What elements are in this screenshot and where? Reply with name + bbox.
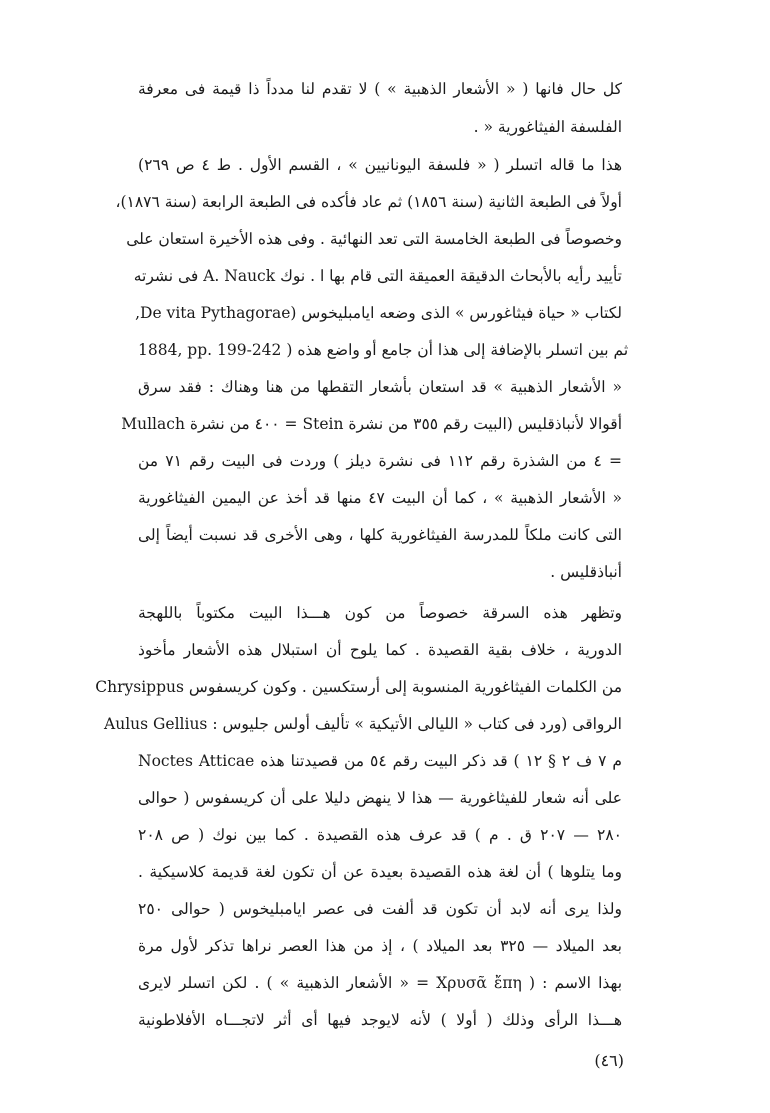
text-line: بعد الميلاد — ٣٢٥ بعد الميلاد ) ، إذ من هذا العصر نراها تذكر لأول مرة [138,937,622,955]
text-line: = ٤ من الشذرة رقم ١١٢ فى نشرة ديلز ) وردت فى البيت رقم ٧١ من [138,452,623,470]
text-line: الدورية ، خلاف بقية القصيدة . كما يلوح أن استبلال هذه الأشعار مأخوذ [138,641,622,659]
text-line: أولاً فى الطبعة الثانية (سنة ١٨٥٦) ثم عاد فأكده فى الطبعة الرابعة (سنة ١٨٧٦)، [115,193,622,211]
text-line: لكتاب « حياة فيثاغورس » الذى وضعه ايامبليخوس (De vita Pythagorae, [135,304,622,322]
text-line: تأييد رأيه بالأبحاث الدقيقة العميقة التى قام بها ا . نوك A. Nauck فى نشرته [133,267,622,285]
text-line: أنباذقليس . [550,563,622,581]
text-line: أقوالا لأنباذقليس (البيت رقم ٣٥٥ من نشرة Stein = ٤٠٠ من نشرة Mullach [121,415,622,433]
text-line: Noctes Atticae م ٧ ف ٢ § ١٢ ) قد ذكر البيت رقم ٥٤ من قصيدتنا هذه [138,752,622,770]
text-line: هـــذا الرأى وذلك ( أولا ) لأنه لايوجد فيها أى أثر لاتجـــاه الأفلاطونية [138,1011,622,1029]
text-line: « الأشعار الذهبية » قد استعان بأشعار التقطها من هنا وهناك : فقد سرق [138,378,622,396]
text-line: 1884, pp. 199-242 ) ثم بين اتسلر بالإضافة إلى هذا أن جامع أو واضع هذه [138,341,629,359]
text-line: « الأشعار الذهبية » ، كما أن البيت ٤٧ منها قد أخذ عن اليمين الفيثاغورية [138,489,622,507]
text-line: وما يتلوها ) أن لغة هذه القصيدة بعيدة عن أن تكون لغة قديمة كلاسيكية . [138,863,622,881]
text-line: وخصوصاً فى الطبعة الخامسة التى تعد النهائية . وفى هذه الأخيرة استعان على [126,230,622,248]
text-line: ٢٨٠ — ٢٠٧ ق . م ) قد عرف هذه القصيدة . كما بين نوك ( ص ٢٠٨ [138,826,622,844]
text-line: ولذا يرى أنه لابد أن تكون قد ألفت فى عصر ايامبليخوس ( حوالى ٢٥٠ [138,900,622,918]
text-line: من الكلمات الفيثاغورية المنسوبة إلى أرستكسين . وكون كريسفوس Chrysippus [95,678,622,696]
text-line: الفلسفة الفيثاغورية « . [473,118,622,136]
page-number: (٤٦) [594,1051,624,1070]
text-line: هذا ما قاله اتسلر ( « فلسفة اليونانيين » ، القسم الأول . ط ٤ ص ٢٦٩) [138,156,622,174]
text-line: بهذا الاسم : ( Χρυσᾶ ἔπη = « الأشعار الذهبية » ) . لكن اتسلر لايرى [138,974,623,992]
text-line: كل حال فانها ( « الأشعار الذهبية » ) لا تقدم لنا مدداً ذا قيمة فى معرفة [138,80,622,98]
text-line: وتظهر هذه السرقة خصوصاً من كون هـــذا البيت مكتوباً باللهجة [138,604,622,622]
text-line: الرواقى (ورد فى كتاب « الليالى الأتيكية » تأليف أولس جليوس : Aulus Gellius [104,715,622,733]
text-line: التى كانت ملكاً للمدرسة الفيثاغورية كلها ، وهى الأخرى قد نسبت أيضاً إلى [138,526,622,544]
text-line: على أنه شعار للفيثاغورية — هذا لا ينهض دليلا على أن كريسفوس ( حوالى [138,789,622,807]
